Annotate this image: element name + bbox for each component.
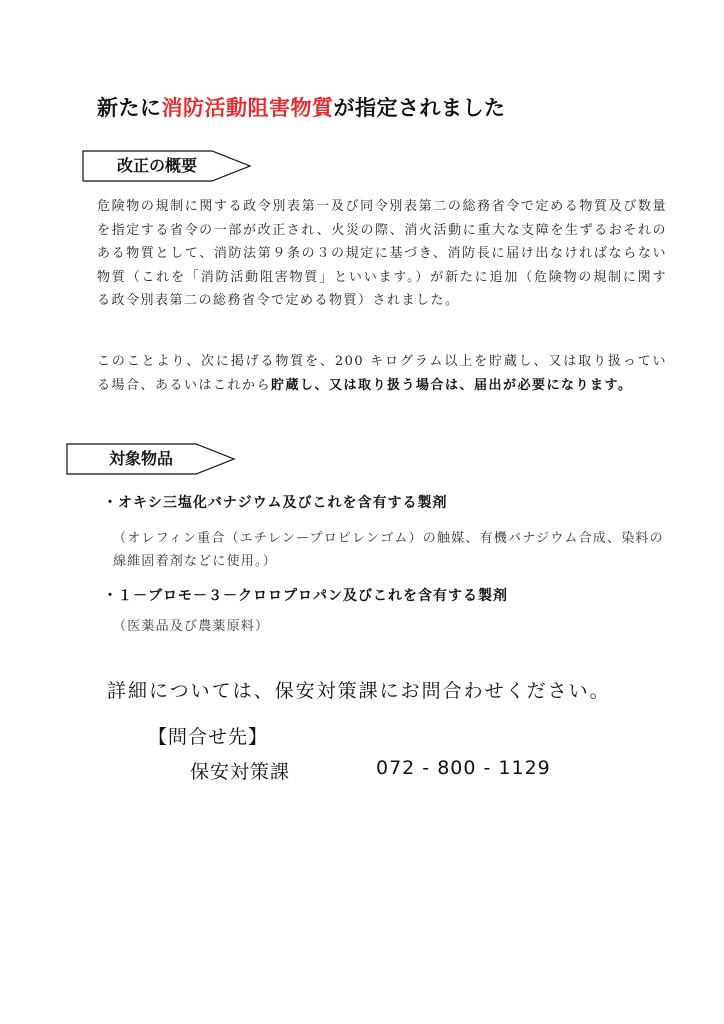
contact-phone: 072 - 800 - 1129 bbox=[376, 757, 551, 779]
contact-heading: 【問合せ先】 bbox=[148, 726, 269, 748]
target-item-2: ・１－ブロモ－３－クロロプロパン及びこれを含有する製剤 bbox=[103, 588, 508, 604]
title-suffix: が指定されました bbox=[333, 96, 506, 120]
section-label-overview: 改正の概要 bbox=[116, 156, 197, 175]
target-note-2: （医薬品及び農薬原料） bbox=[113, 619, 270, 634]
section-tag-overview bbox=[82, 150, 252, 182]
inquiry-notice: 詳細については、保安対策課にお問合わせください。 bbox=[107, 680, 611, 702]
title-prefix: 新たに bbox=[97, 96, 162, 120]
section-tag-targets bbox=[66, 443, 236, 475]
target-item-1: ・オキシ三塩化バナジウム及びこれを含有する製剤 bbox=[103, 495, 448, 511]
overview-paragraph-2 bbox=[97, 350, 667, 397]
section-label-targets: 対象物品 bbox=[108, 449, 173, 468]
contact-department: 保安対策課 bbox=[190, 761, 291, 783]
overview-paragraph-2-text: このことより、次に掲げる物質を、200 キログラム以上を貯蔵し、又は取り扱っている場合、あるいはこれから bbox=[97, 354, 667, 393]
overview-paragraph-2-bold: 貯蔵し、又は取り扱う場合は、届出が必要になります。 bbox=[271, 377, 633, 393]
title-highlight: 消防活動阻害物質 bbox=[161, 96, 334, 120]
overview-paragraph-1: 危険物の規制に関する政令別表第一及び同令別表第二の総務省令で定める物質及び数量を指定する省令の一部が改正され、火災の際、消火活動に重大な支障を生ずるおそれのある物質として、消防法第９条の３の規定に基づき、消防長に届け出なければならない物質（これを「消防活動阻害物質」といいます。）が新たに追加（危険物の規制に関する政令別表第二の総務省令で定める物質）されました。 bbox=[97, 199, 667, 308]
target-note-1: （オレフィン重合（エチレンープロピレンゴム）の触媒、有機バナジウム合成、染料の線維固着剤などに使用。） bbox=[113, 531, 664, 569]
page-title bbox=[97, 92, 506, 122]
